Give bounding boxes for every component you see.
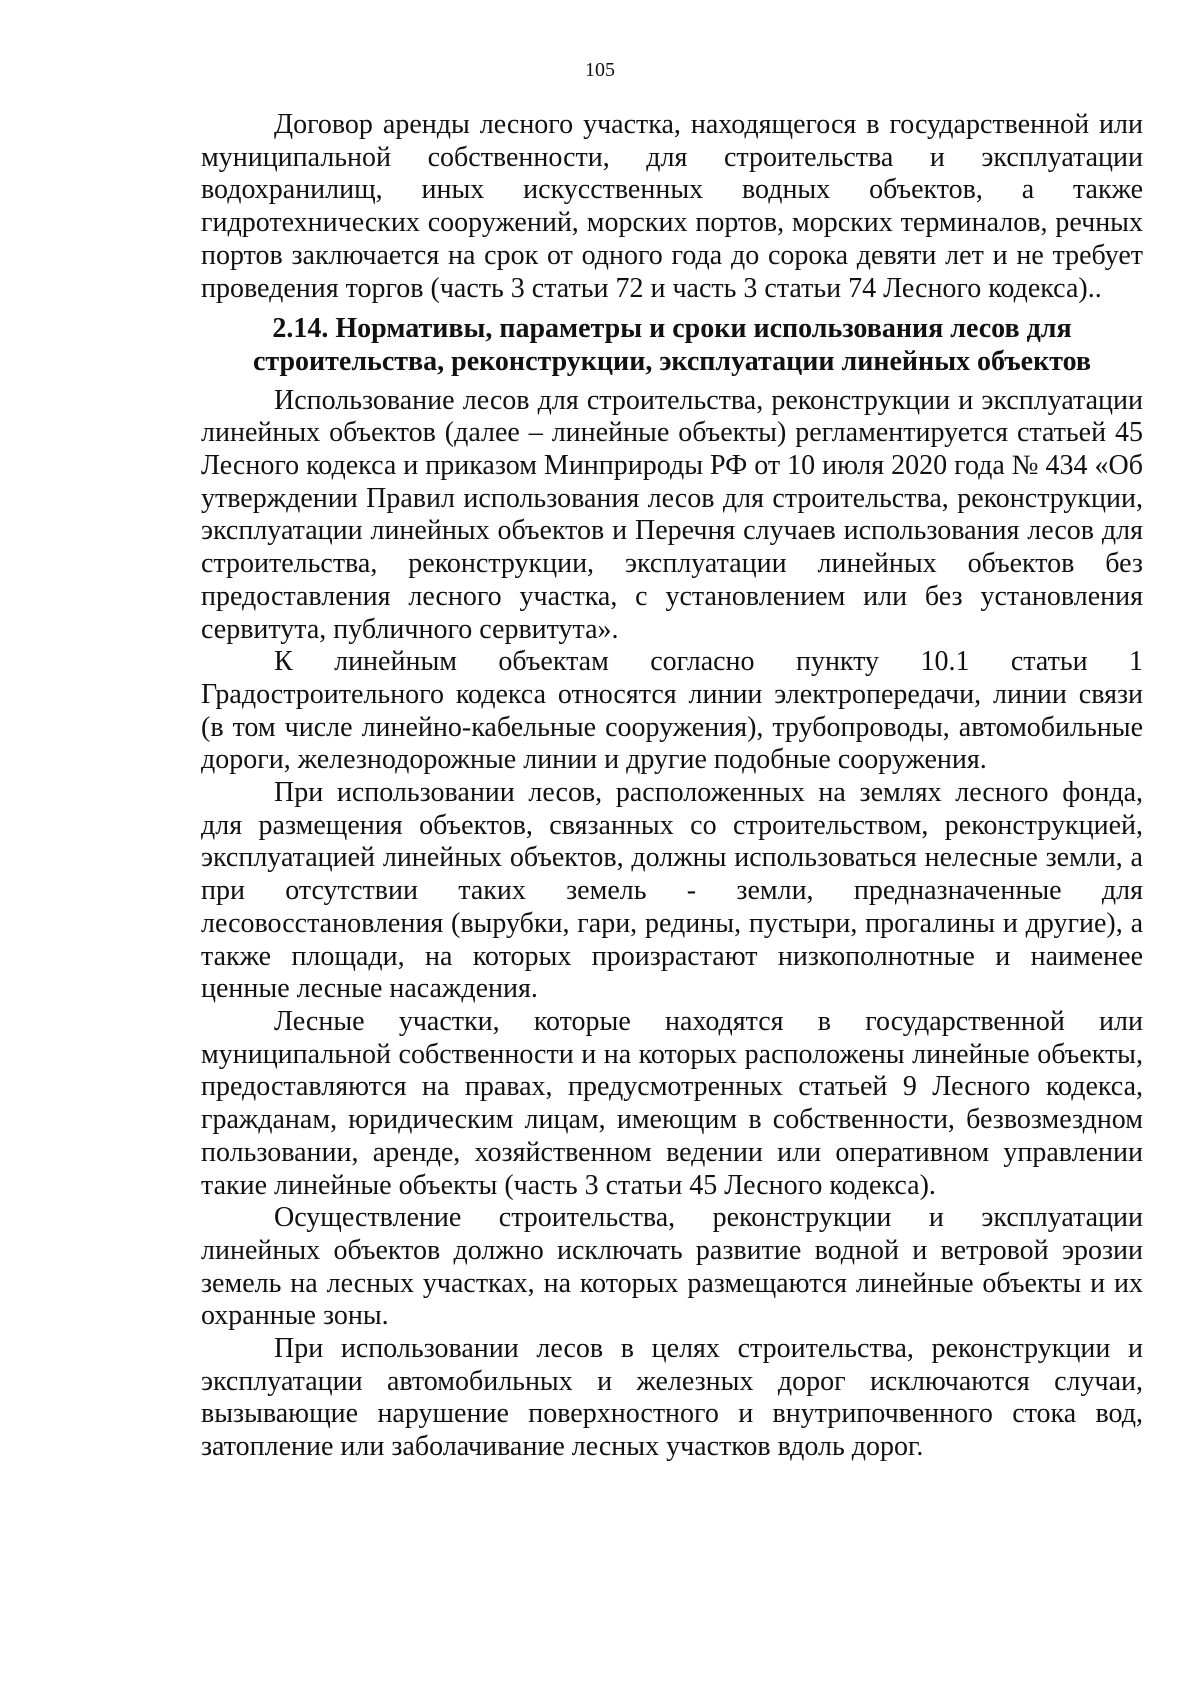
section-heading: 2.14. Нормативы, параметры и сроки использования лесов для строительства, реконструкции, эксплуатации линейных объектов	[252, 313, 1092, 377]
section-paragraph: Осуществление строительства, реконструкции и эксплуатации линейных объектов должно исключать развитие водной и ветровой эрозии земель на лесных участках, на которых размещаются линейные объекты и их охранные зоны.	[201, 1202, 1143, 1332]
section-paragraph: Использование лесов для строительства, реконструкции и эксплуатации линейных объектов (далее – линейные объекты) регламентируется статьей 45 Лесного кодекса и приказом Минприроды РФ от 10 июля 2020 года № 434 «Об утверждении Правил использования лесов для строительства, реконструкции, эксплуатации линейных объектов и Перечня случаев использования лесов для строительства, реконструкции, эксплуатации линейных объектов без предоставления лесного участка, с установлением или без установления сервитута, публичного сервитута».	[201, 384, 1143, 645]
intro-paragraph: Договор аренды лесного участка, находящегося в государственной или муниципальной собственности, для строительства и эксплуатации водохранилищ, иных искусственных водных объектов, а также гидротехнических сооружений, морских портов, морских терминалов, речных портов заключается на срок от одного года до сорока девяти лет и не требует проведения торгов (часть 3 статьи 72 и часть 3 статьи 74 Лесного кодекса)..	[201, 109, 1143, 304]
section-paragraph: При использовании лесов, расположенных на землях лесного фонда, для размещения объектов, связанных со строительством, реконструкцией, эксплуатацией линейных объектов, должны использоваться нелесные земли, а при отсутствии таких земель - земли, предназначенные для лесовосстановления (вырубки, гари, редины, пустыри, прогалины и другие), а также площади, на которых произрастают низкополнотные и наименее ценные лесные насаждения.	[201, 777, 1143, 1005]
section-paragraph: При использовании лесов в целях строительства, реконструкции и эксплуатации автомобильных и железных дорог исключаются случаи, вызывающие нарушение поверхностного и внутрипочвенного стока вод, затопление или заболачивание лесных участков вдоль дорог.	[201, 1333, 1143, 1463]
section-paragraph: Лесные участки, которые находятся в государственной или муниципальной собственности и на которых расположены линейные объекты, предоставляются на правах, предусмотренных статьей 9 Лесного кодекса, гражданам, юридическим лицам, имеющим в собственности, безвозмездном пользовании, аренде, хозяйственном ведении или оперативном управлении такие линейные объекты (часть 3 статьи 45 Лесного кодекса).	[201, 1005, 1143, 1201]
page-number: 105	[585, 59, 615, 81]
page-body	[201, 109, 1143, 1464]
section-paragraph: К линейным объектам согласно пункту 10.1 статьи 1 Градостроительного кодекса относятся линии электропередачи, линии связи (в том числе линейно-кабельные сооружения), трубопроводы, автомобильные дороги, железнодорожные линии и другие подобные сооружения.	[201, 646, 1143, 776]
